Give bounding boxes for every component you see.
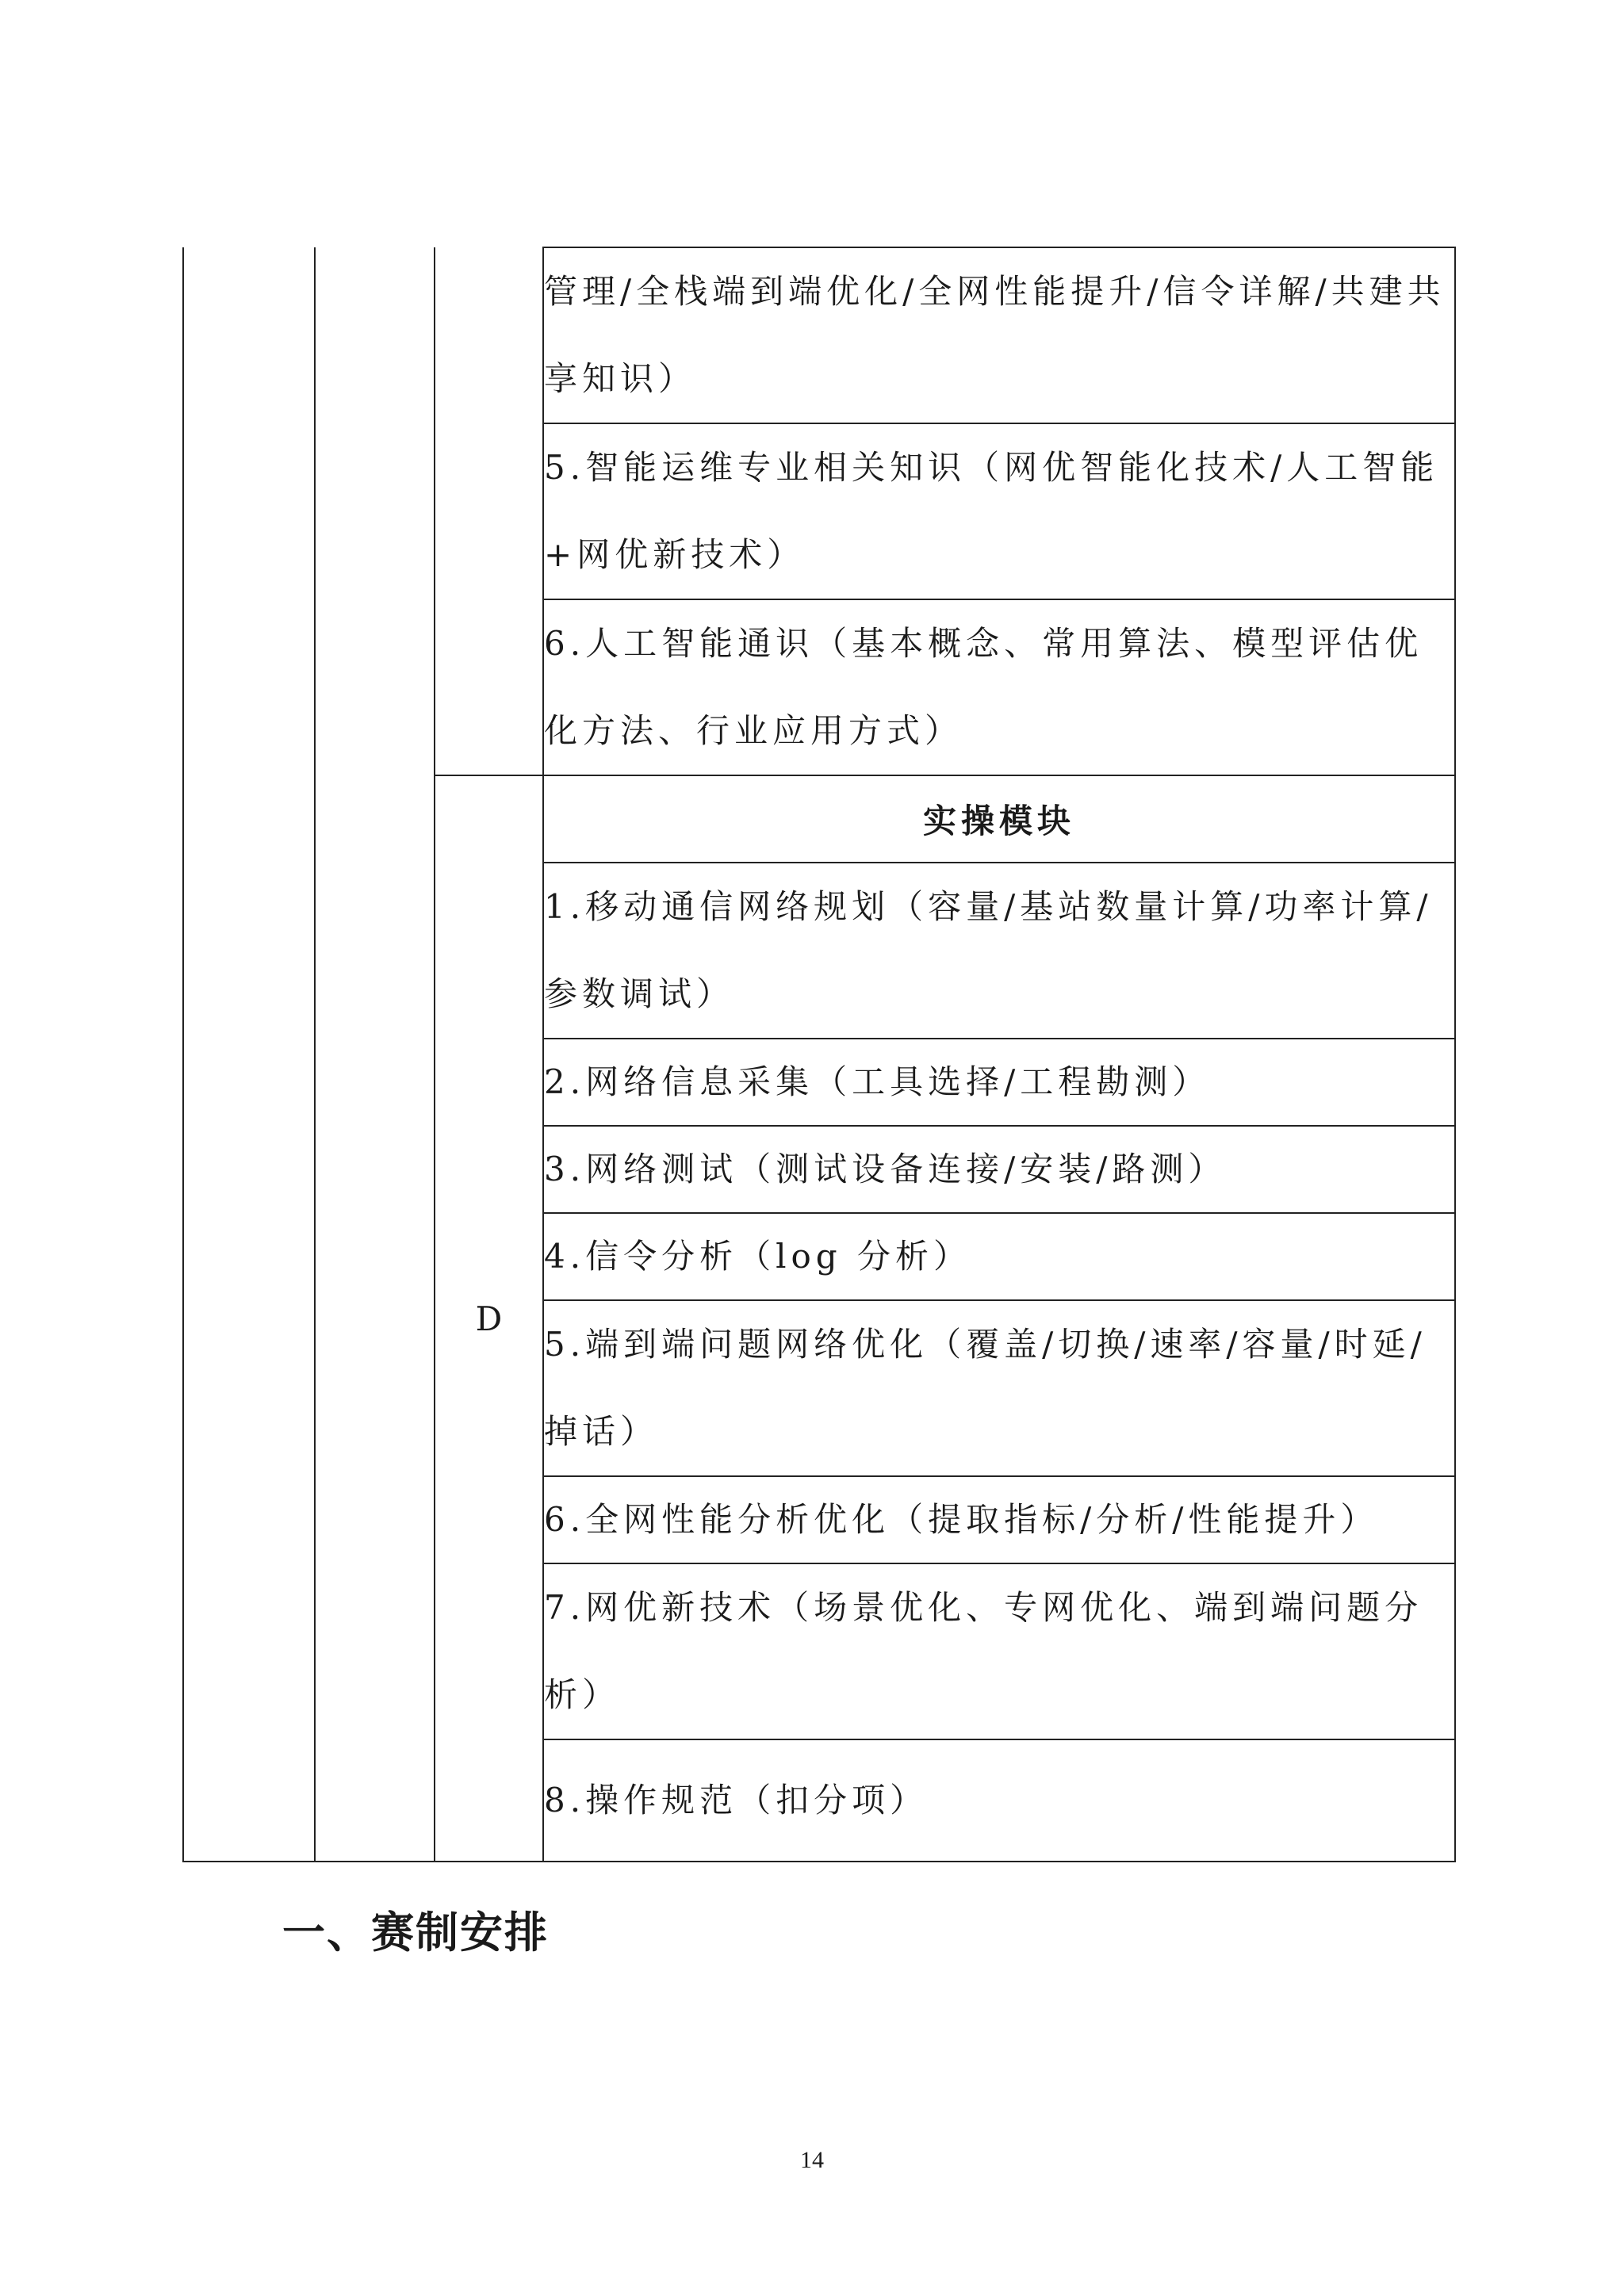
practical-row-6: 6.全网性能分析优化（提取指标/分析/性能提升）: [543, 1476, 1455, 1563]
competition-content-table: [182, 247, 1456, 1862]
practical-row-5: 5.端到端问题网络优化（覆盖/切换/速率/容量/时延/掉话）: [543, 1300, 1455, 1476]
theory-row-5: 5.智能运维专业相关知识（网优智能化技术/人工智能+网优新技术）: [543, 423, 1455, 599]
practical-row-8: 8.操作规范（扣分项）: [543, 1739, 1455, 1862]
theory-grade-cell: [435, 247, 543, 775]
practical-module-heading: 实操模块: [543, 775, 1455, 863]
practical-row-1: 1.移动通信网络规划（容量/基站数量计算/功率计算/参数调试）: [543, 863, 1455, 1039]
page-number: 14: [800, 2147, 824, 2173]
col2-blank-cell: [315, 247, 435, 1862]
practical-row-4: 4.信令分析（log 分析）: [543, 1213, 1455, 1300]
practical-row-7: 7.网优新技术（场景优化、专网优化、端到端问题分析）: [543, 1563, 1455, 1739]
section-heading: 一、赛制安排: [282, 1908, 549, 1957]
practical-grade-cell: D: [435, 775, 543, 1862]
practical-row-3: 3.网络测试（测试设备连接/安装/路测）: [543, 1126, 1455, 1213]
practical-row-2: 2.网络信息采集（工具选择/工程勘测）: [543, 1039, 1455, 1126]
col1-blank-cell: [183, 247, 315, 1862]
theory-row-4-cont: 管理/全栈端到端优化/全网性能提升/信令详解/共建共享知识）: [543, 247, 1455, 423]
theory-row-6: 6.人工智能通识（基本概念、常用算法、模型评估优化方法、行业应用方式）: [543, 599, 1455, 775]
